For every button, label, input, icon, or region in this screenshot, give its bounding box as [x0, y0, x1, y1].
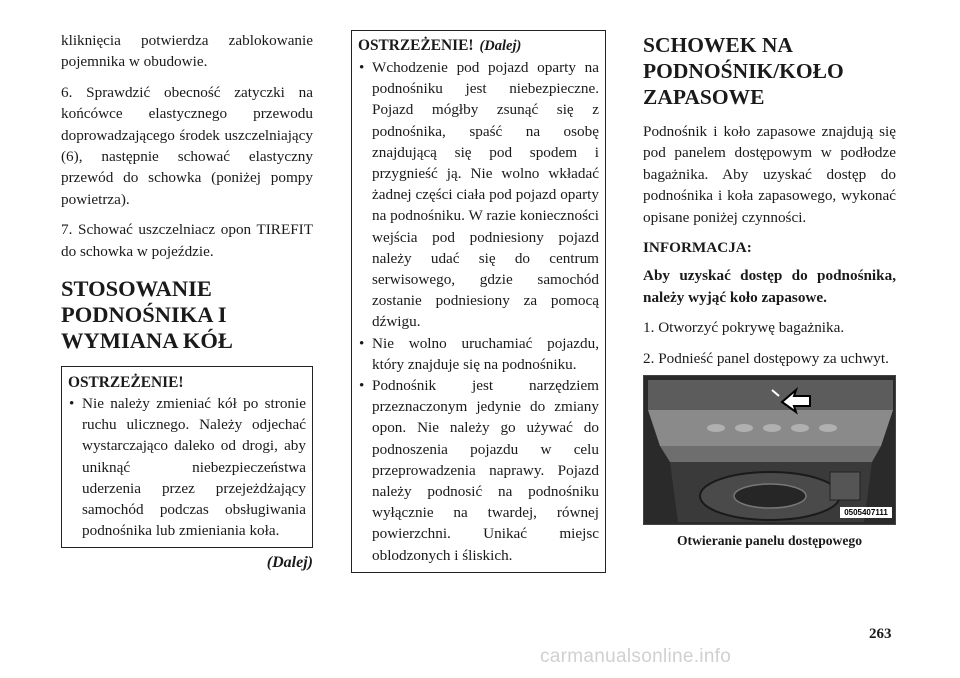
warning-title-continued: [358, 35, 599, 57]
warning-box-continued: [351, 30, 606, 573]
info-label: INFORMACJA:: [643, 239, 752, 257]
section-heading-jack: STOSOWANIE PODNOŚNIKA I WYMIANA KÓŁ: [61, 276, 233, 354]
trunk-illustration: [644, 376, 896, 525]
right-column: [643, 30, 896, 551]
watermark: carmanualsonline.info: [540, 646, 732, 667]
paragraph-continuation: kliknięcia potwierdza zablokowanie pojemnika w obudowie.: [61, 32, 313, 71]
paragraph-step-6: 6. Sprawdzić obecność zatyczki na końcówce elastycznego przewodu doprowadzającego środek uszczelniający (6), następnie schować elastyczny przewód do schowka (poniżej pompy powietrza).: [61, 83, 313, 208]
info-text: Aby uzyskać dostęp do podnośnika, należy wyjąć koło zapasowe.: [643, 267, 896, 306]
figure-caption: Otwieranie panelu dostępowego: [676, 533, 863, 549]
continued-label: (Dalej): [266, 554, 313, 572]
warning-title-text: OSTRZEŻENIE!: [358, 37, 474, 54]
paragraph-storage-intro: Podnośnik i koło zapasowe znajdują się pod panelem dostępowym w podłodze bagażnika. Aby uzyskać dostęp do podnośnika i koła zapasowego, wykonać opisane poniżej czynności.: [643, 123, 896, 226]
figure-code: 0505407111: [844, 508, 888, 518]
warning-list: [68, 393, 306, 541]
left-column: [61, 30, 313, 574]
warning-item: • Podnośnik jest narzędziem przeznaczonym jedynie do zmiany opon. Nie należy go używać do podnoszenia pojazdu w celu przeprowadzenia naprawy. Pojazd należy podnosić na podnośniku wyłącznie na twardej, równej powierzchni. Unikać miejsc oblodzonych i śliskich.: [358, 375, 599, 566]
warning-continued-label: (Dalej): [479, 38, 522, 54]
page-number: 263: [869, 626, 892, 642]
warning-item: • Wchodzenie pod pojazd oparty na podnośniku jest niebezpieczne. Pojazd mógłby zsunąć się z podnośnika, spaść na osobę znajdującą się pod spodem i przygnieść ją. Nie wolno wkładać żadnej części ciała pod pojazd oparty na podnośniku. W razie konieczności wejścia pod podniesiony pojazd należy udać się do centrum serwisowego, gdzie samochód zostanie podniesiony za pomocą dźwigu.: [358, 57, 599, 333]
step-1: 1. Otworzyć pokrywę bagażnika.: [643, 319, 845, 337]
paragraph-step-7: 7. Schować uszczelniacz opon TIREFIT do schowka w pojeździe.: [61, 221, 313, 260]
warning-title: OSTRZEŻENIE!: [68, 374, 184, 392]
warning-list: [358, 57, 599, 566]
step-2: 2. Podnieść panel dostępowy za uchwyt.: [643, 349, 889, 367]
warning-item: • Nie wolno uruchamiać pojazdu, który znajduje się na podnośniku.: [358, 333, 599, 375]
warning-box: [61, 366, 313, 548]
middle-column: [351, 30, 606, 573]
section-heading-spare-storage: SCHOWEK NA PODNOŚNIK/KOŁO ZAPASOWE: [643, 33, 844, 109]
trunk-panel-figure: [643, 375, 896, 525]
warning-item: • Nie należy zmieniać kół po stronie ruchu ulicznego. Należy odjechać wystarczająco daleko od drogi, aby uniknąć niebezpieczeństwa uderzenia przez przejeżdżający samochód podczas obsługiwania podnośnika lub zmieniania koła.: [68, 393, 306, 541]
